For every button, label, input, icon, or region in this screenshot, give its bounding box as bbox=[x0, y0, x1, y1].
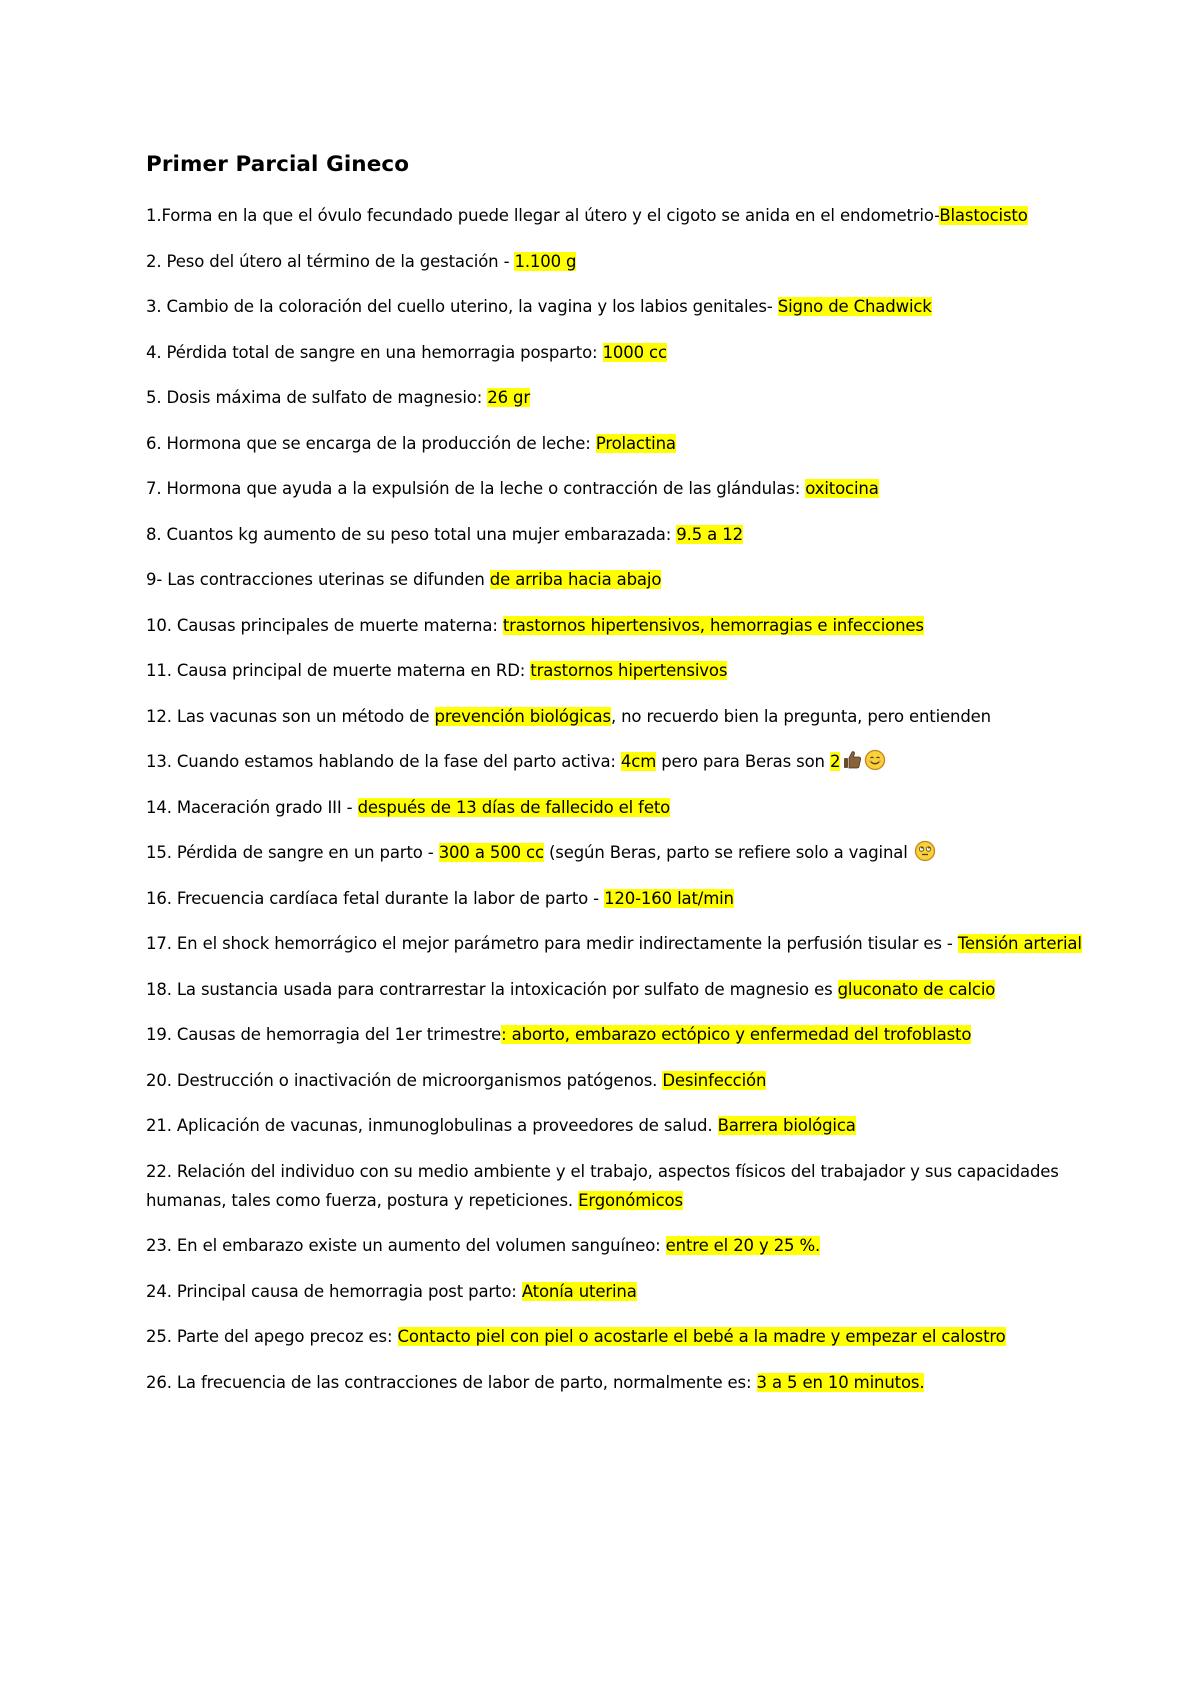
question-number: 19. bbox=[146, 1025, 172, 1044]
thumbs-up-icon bbox=[841, 749, 863, 771]
question-number: 17. bbox=[146, 934, 172, 953]
question-item bbox=[146, 884, 1086, 913]
question-text: Pérdida de sangre en un parto - bbox=[171, 843, 439, 862]
question-item bbox=[146, 975, 1086, 1004]
question-number: 9 bbox=[146, 570, 157, 589]
question-text: En el shock hemorrágico el mejor parámetro para medir indirectamente la perfusión tisular es - bbox=[171, 934, 958, 953]
question-text: Causas principales de muerte materna: bbox=[171, 615, 503, 635]
question-item bbox=[146, 429, 1086, 458]
question-number: 1. bbox=[146, 206, 162, 225]
answer-highlight: 2 bbox=[829, 752, 841, 771]
question-item bbox=[146, 201, 1086, 230]
question-text: Hormona que se encarga de la producción de leche: bbox=[161, 433, 596, 453]
question-text: Cuando estamos hablando de la fase del parto activa: bbox=[171, 752, 621, 771]
question-text: La frecuencia de las contracciones de labor de parto, normalmente es: bbox=[171, 1372, 757, 1392]
answer-highlight: Atonía uterina bbox=[521, 1281, 637, 1301]
question-item bbox=[146, 520, 1086, 549]
question-number: 7. bbox=[146, 479, 162, 498]
question-item bbox=[146, 474, 1086, 503]
document-page bbox=[146, 145, 1086, 1413]
question-text: Causas de hemorragia del 1er trimestre bbox=[171, 1025, 502, 1044]
question-item bbox=[146, 383, 1086, 412]
answer-highlight: trastornos hipertensivos, hemorragias e infecciones bbox=[502, 615, 924, 635]
answer-highlight: 9.5 a 12 bbox=[676, 524, 743, 544]
question-text: Frecuencia cardíaca fetal durante la labor de parto - bbox=[171, 888, 605, 908]
answer-highlight: Prolactina bbox=[595, 433, 676, 453]
answer-highlight: Tensión arterial bbox=[957, 934, 1082, 953]
question-number: 15. bbox=[146, 843, 172, 862]
answer-highlight: 300 a 500 cc bbox=[438, 843, 544, 862]
answer-highlight: Ergonómicos bbox=[578, 1190, 683, 1210]
answer-highlight: después de 13 días de fallecido el feto bbox=[357, 797, 671, 817]
answer-highlight: Desinfección bbox=[662, 1070, 767, 1090]
question-item bbox=[146, 1066, 1086, 1095]
question-list bbox=[146, 201, 1086, 1397]
answer-highlight: Contacto piel con piel o acostarle el bebé a la madre y empezar el calostro bbox=[397, 1327, 1006, 1346]
answer-highlight: entre el 20 y 25 %. bbox=[665, 1236, 821, 1255]
page-title: Primer Parcial Gineco bbox=[146, 152, 410, 177]
question-suffix: (según Beras, parto se refiere solo a vaginal bbox=[543, 843, 913, 862]
answer-highlight: 1000 cc bbox=[602, 342, 667, 362]
question-item bbox=[146, 747, 1086, 776]
question-number: 23. bbox=[146, 1236, 172, 1255]
question-item bbox=[146, 1277, 1086, 1306]
question-suffix: , no recuerdo bien la pregunta, pero entienden bbox=[610, 706, 991, 726]
question-number: 6. bbox=[146, 433, 162, 453]
question-number: 18. bbox=[146, 979, 172, 999]
answer-highlight: 4cm bbox=[620, 752, 657, 771]
answer-highlight: 3 a 5 en 10 minutos. bbox=[756, 1372, 925, 1392]
question-text: La sustancia usada para contrarrestar la intoxicación por sulfato de magnesio es bbox=[171, 979, 838, 999]
answer-highlight: prevención biológicas bbox=[434, 706, 611, 726]
question-text: Las vacunas son un método de bbox=[171, 706, 435, 726]
answer-highlight: gluconato de calcio bbox=[837, 979, 996, 999]
question-item bbox=[146, 793, 1086, 822]
question-text: Maceración grado III - bbox=[171, 797, 358, 817]
answer-highlight: Blastocisto bbox=[939, 206, 1028, 225]
question-number: 21. bbox=[146, 1116, 172, 1135]
question-item bbox=[146, 565, 1086, 594]
question-number: 5. bbox=[146, 388, 162, 407]
question-suffix: pero para Beras son bbox=[656, 752, 830, 771]
question-number: 11. bbox=[146, 661, 172, 680]
question-text: Causa principal de muerte materna en RD: bbox=[171, 661, 531, 680]
question-item bbox=[146, 702, 1086, 731]
question-number: 24. bbox=[146, 1281, 172, 1301]
question-number: 2. bbox=[146, 251, 162, 271]
question-text: En el embarazo existe un aumento del volumen sanguíneo: bbox=[171, 1236, 666, 1255]
question-number: 22. bbox=[146, 1161, 172, 1181]
smiling-face-icon bbox=[864, 749, 886, 771]
question-item bbox=[146, 656, 1086, 685]
question-number: 14. bbox=[146, 797, 172, 817]
question-text: Cambio de la coloración del cuello uterino, la vagina y los labios genitales- bbox=[161, 297, 778, 316]
question-number: 25. bbox=[146, 1327, 172, 1346]
question-text: Pérdida total de sangre en una hemorragia posparto: bbox=[161, 342, 603, 362]
answer-highlight: oxitocina bbox=[805, 479, 879, 498]
answer-highlight: 120-160 lat/min bbox=[604, 888, 734, 908]
question-item bbox=[146, 1020, 1086, 1049]
answer-highlight: Signo de Chadwick bbox=[777, 297, 932, 316]
question-number: 16. bbox=[146, 888, 172, 908]
question-item bbox=[146, 1368, 1086, 1397]
question-text: Destrucción o inactivación de microorganismos patógenos. bbox=[171, 1070, 663, 1090]
question-item bbox=[146, 1157, 1086, 1215]
question-text: Peso del útero al término de la gestación - bbox=[161, 251, 515, 271]
question-item bbox=[146, 338, 1086, 367]
question-number: 4. bbox=[146, 342, 162, 362]
question-item bbox=[146, 1322, 1086, 1351]
answer-highlight: trastornos hipertensivos bbox=[530, 661, 728, 680]
question-number: 26. bbox=[146, 1372, 172, 1392]
answer-highlight: 26 gr bbox=[487, 388, 530, 407]
question-number: 12. bbox=[146, 706, 172, 726]
answer-highlight: Barrera biológica bbox=[717, 1116, 856, 1135]
question-number: 20. bbox=[146, 1070, 172, 1090]
question-text: Dosis máxima de sulfato de magnesio: bbox=[161, 388, 488, 407]
question-number: 8. bbox=[146, 524, 162, 544]
question-item bbox=[146, 929, 1086, 958]
question-text: - Las contracciones uterinas se difunden bbox=[156, 570, 490, 589]
answer-highlight: de arriba hacia abajo bbox=[489, 570, 662, 589]
question-item bbox=[146, 611, 1086, 640]
rolling-eyes-face-icon bbox=[914, 840, 936, 862]
answer-highlight: 1.100 g bbox=[514, 251, 577, 271]
question-number: 10. bbox=[146, 615, 172, 635]
question-text: Principal causa de hemorragia post parto: bbox=[171, 1281, 522, 1301]
question-text: Aplicación de vacunas, inmunoglobulinas a proveedores de salud. bbox=[171, 1116, 718, 1135]
question-text: Hormona que ayuda a la expulsión de la leche o contracción de las glándulas: bbox=[161, 479, 806, 498]
question-text: Relación del individuo con su medio ambiente y el trabajo, aspectos físicos del trabajador y sus capacidades humanas, tales como fuerza, postura y repeticiones. bbox=[146, 1161, 1059, 1210]
question-text: Parte del apego precoz es: bbox=[171, 1327, 398, 1346]
question-number: 13. bbox=[146, 752, 172, 771]
question-item bbox=[146, 838, 1086, 867]
question-item bbox=[146, 247, 1086, 276]
question-number: 3. bbox=[146, 297, 162, 316]
question-text: Forma en la que el óvulo fecundado puede llegar al útero y el cigoto se anida en el endometrio- bbox=[161, 206, 940, 225]
question-item bbox=[146, 1231, 1086, 1260]
question-item bbox=[146, 292, 1086, 321]
question-item bbox=[146, 1111, 1086, 1140]
answer-highlight: : aborto, embarazo ectópico y enfermedad del trofoblasto bbox=[501, 1025, 972, 1044]
question-text: Cuantos kg aumento de su peso total una mujer embarazada: bbox=[161, 524, 677, 544]
